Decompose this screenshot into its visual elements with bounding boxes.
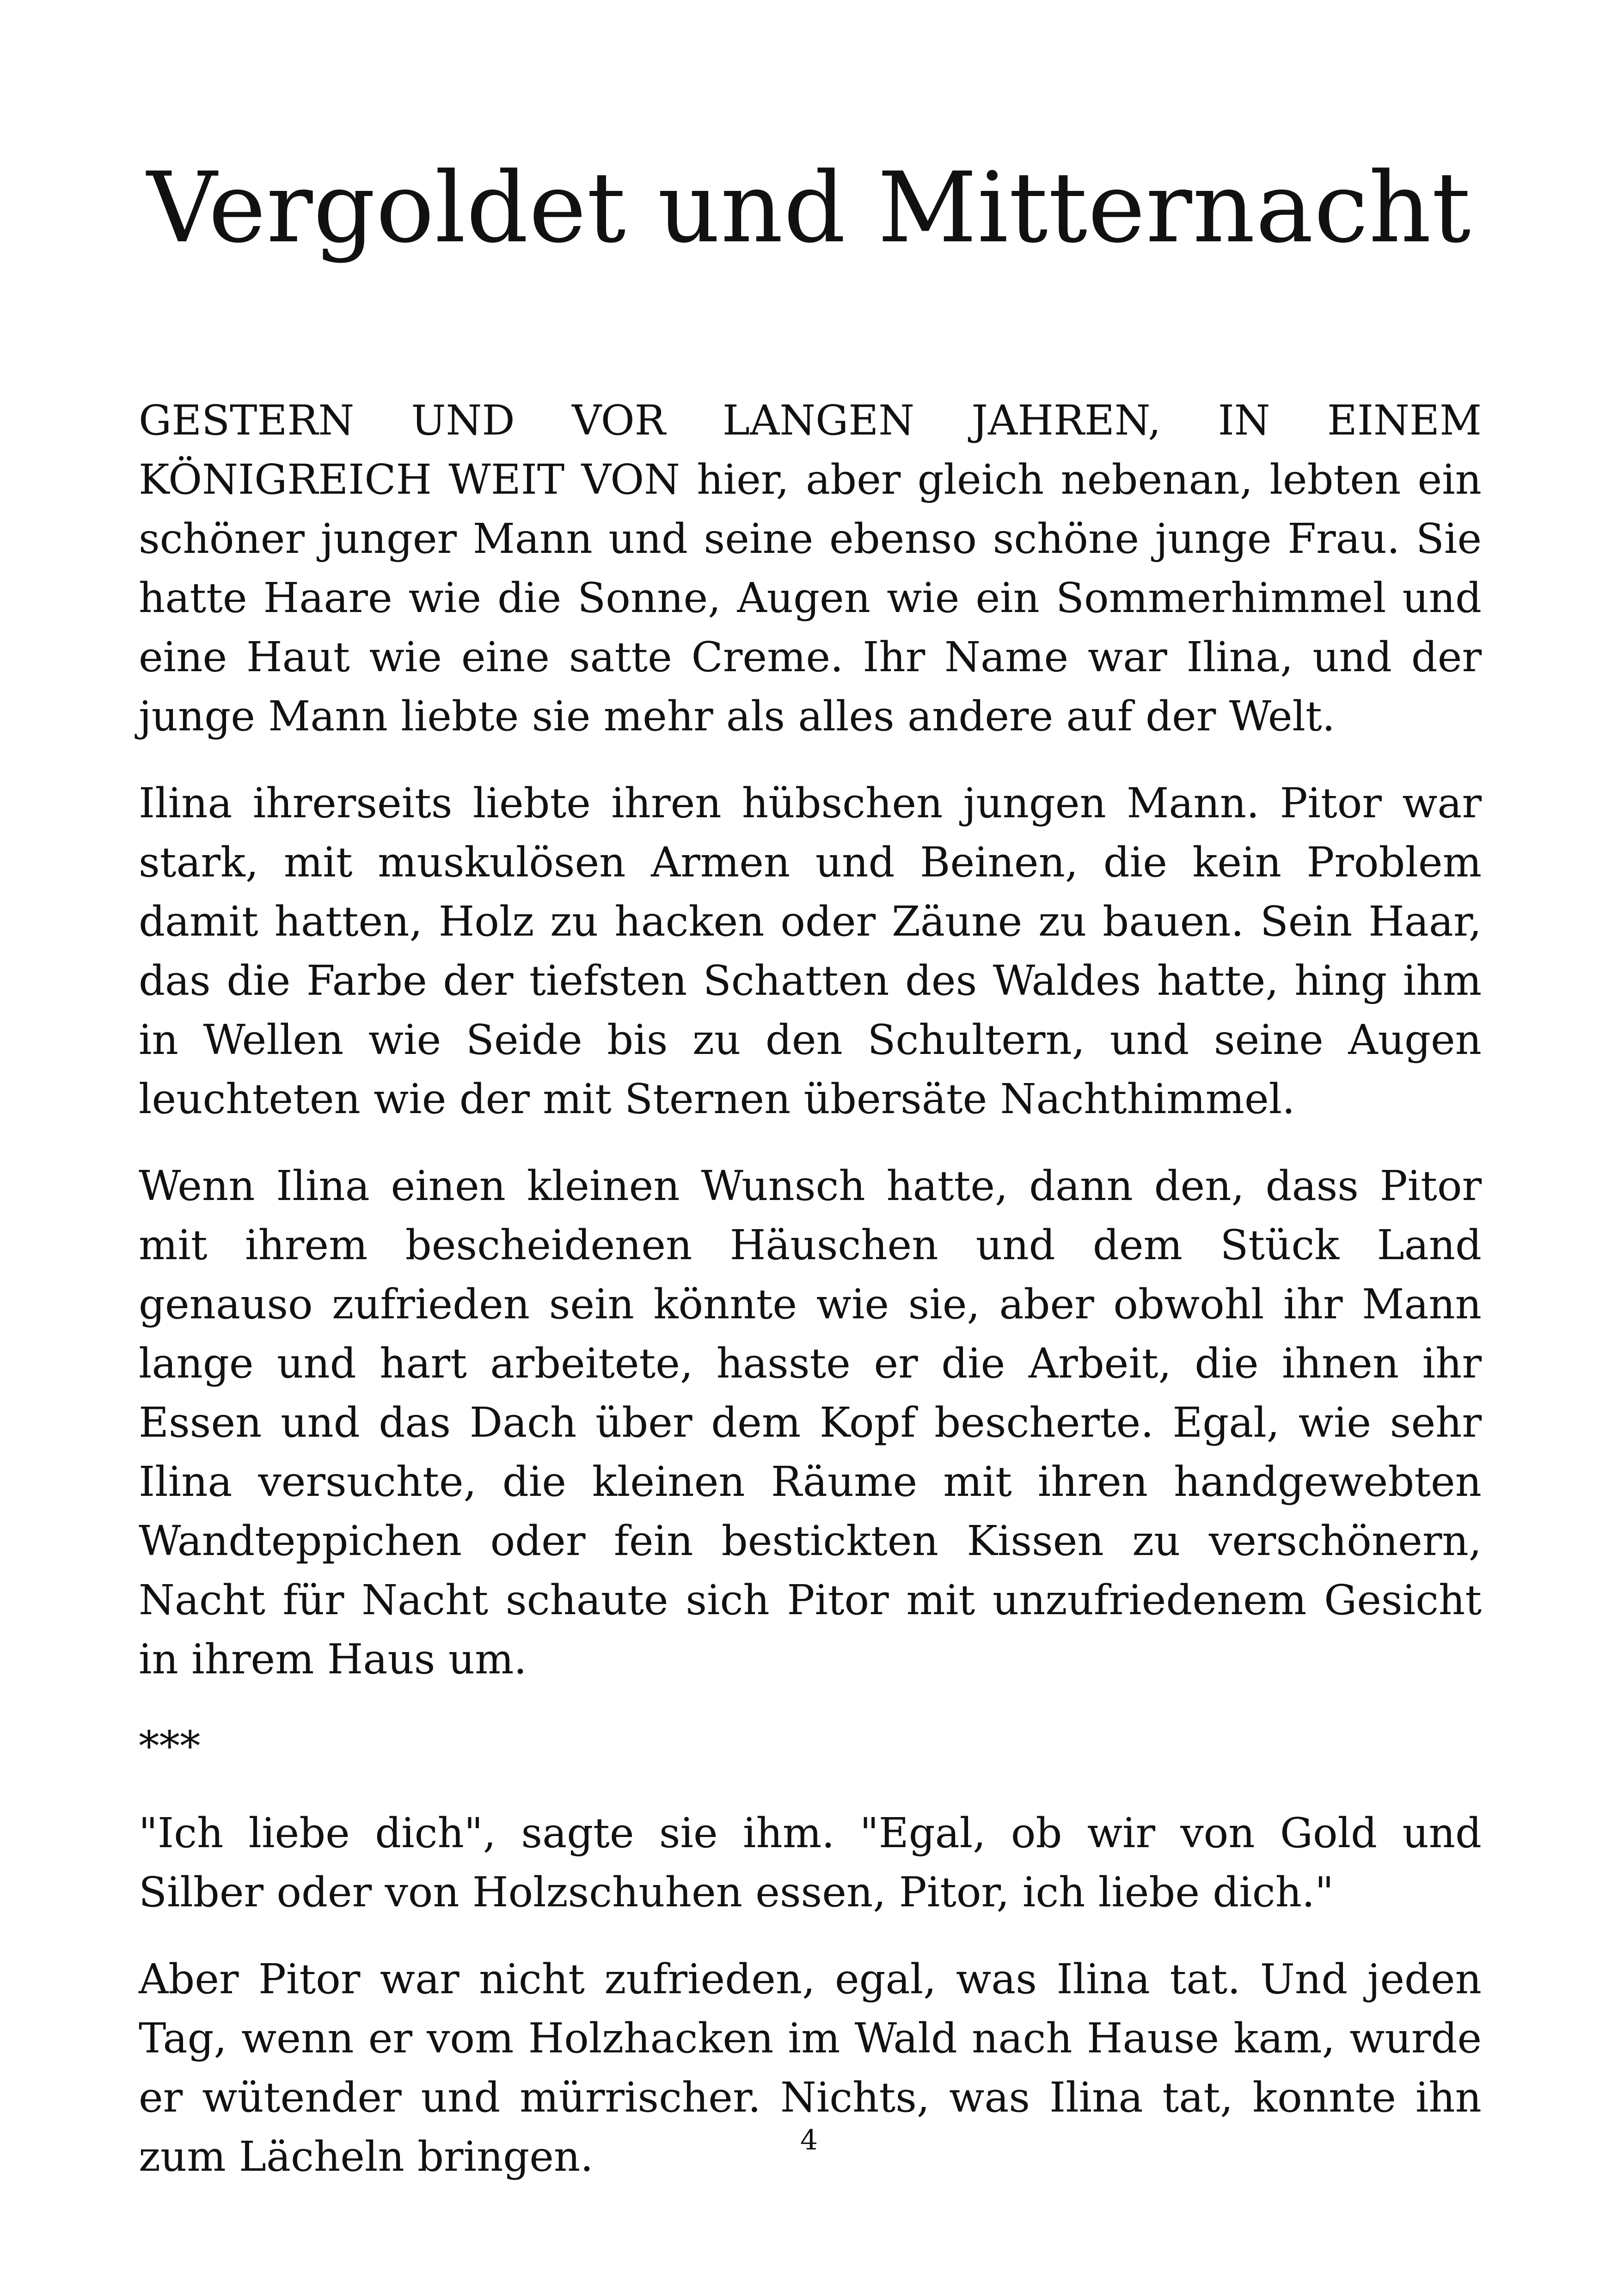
- page-number: 4: [800, 2124, 818, 2156]
- page-title: Vergoldet und Mitternacht: [147, 151, 1471, 264]
- paragraph-4: "Ich liebe dich", sagte sie ihm. "Egal, ob wir von Gold und Silber oder von Holzschuhen essen, Pitor, ich liebe dich.": [139, 1809, 1482, 1916]
- section-separator: ***: [139, 1722, 201, 1770]
- paragraph-2: Ilina ihrerseits liebte ihren hübschen jungen Mann. Pitor war stark, mit muskulösen Armen und Beinen, die kein Problem damit hatten, Holz zu hacken oder Zäune zu bauen. Sein Haar, das die Farbe der tiefsten Schatten des Waldes hatte, hing ihm in Wellen wie Seide bis zu den Schultern, und seine Augen leuchteten wie der mit Sternen übersäte Nachthimmel.: [139, 779, 1482, 1123]
- paragraph-5: Aber Pitor war nicht zufrieden, egal, was Ilina tat. Und jeden Tag, wenn er vom Holzhacken im Wald nach Hause kam, wurde er wütender und mürrischer. Nichts, was Ilina tat, konnte ihn zum Lächeln bringen.: [139, 1955, 1482, 2180]
- paragraph-1: GESTERN UND VOR LANGEN JAHREN, IN EINEM KÖNIGREICH WEIT VON hier, aber gleich nebenan, lebten ein schöner junger Mann und seine ebenso schöne junge Frau. Sie hatte Haare wie die Sonne, Augen wie ein Sommerhimmel und eine Haut wie eine satte Creme. Ihr Name war Ilina, und der junge Mann liebte sie mehr als alles andere auf der Welt.: [139, 396, 1482, 740]
- story-text: [139, 391, 1482, 2214]
- paragraph-3: Wenn Ilina einen kleinen Wunsch hatte, dann den, dass Pitor mit ihrem bescheidenen Häuschen und dem Stück Land genauso zufrieden sein könnte wie sie, aber obwohl ihr Mann lange und hart arbeitete, hasste er die Arbeit, die ihnen ihr Essen und das Dach über dem Kopf bescherte. Egal, wie sehr Ilina versuchte, die kleinen Räume mit ihren handgewebten Wandteppichen oder fein bestickten Kissen zu verschönern, Nacht für Nacht schaute sich Pitor mit unzufriedenem Gesicht in ihrem Haus um.: [139, 1162, 1482, 1683]
